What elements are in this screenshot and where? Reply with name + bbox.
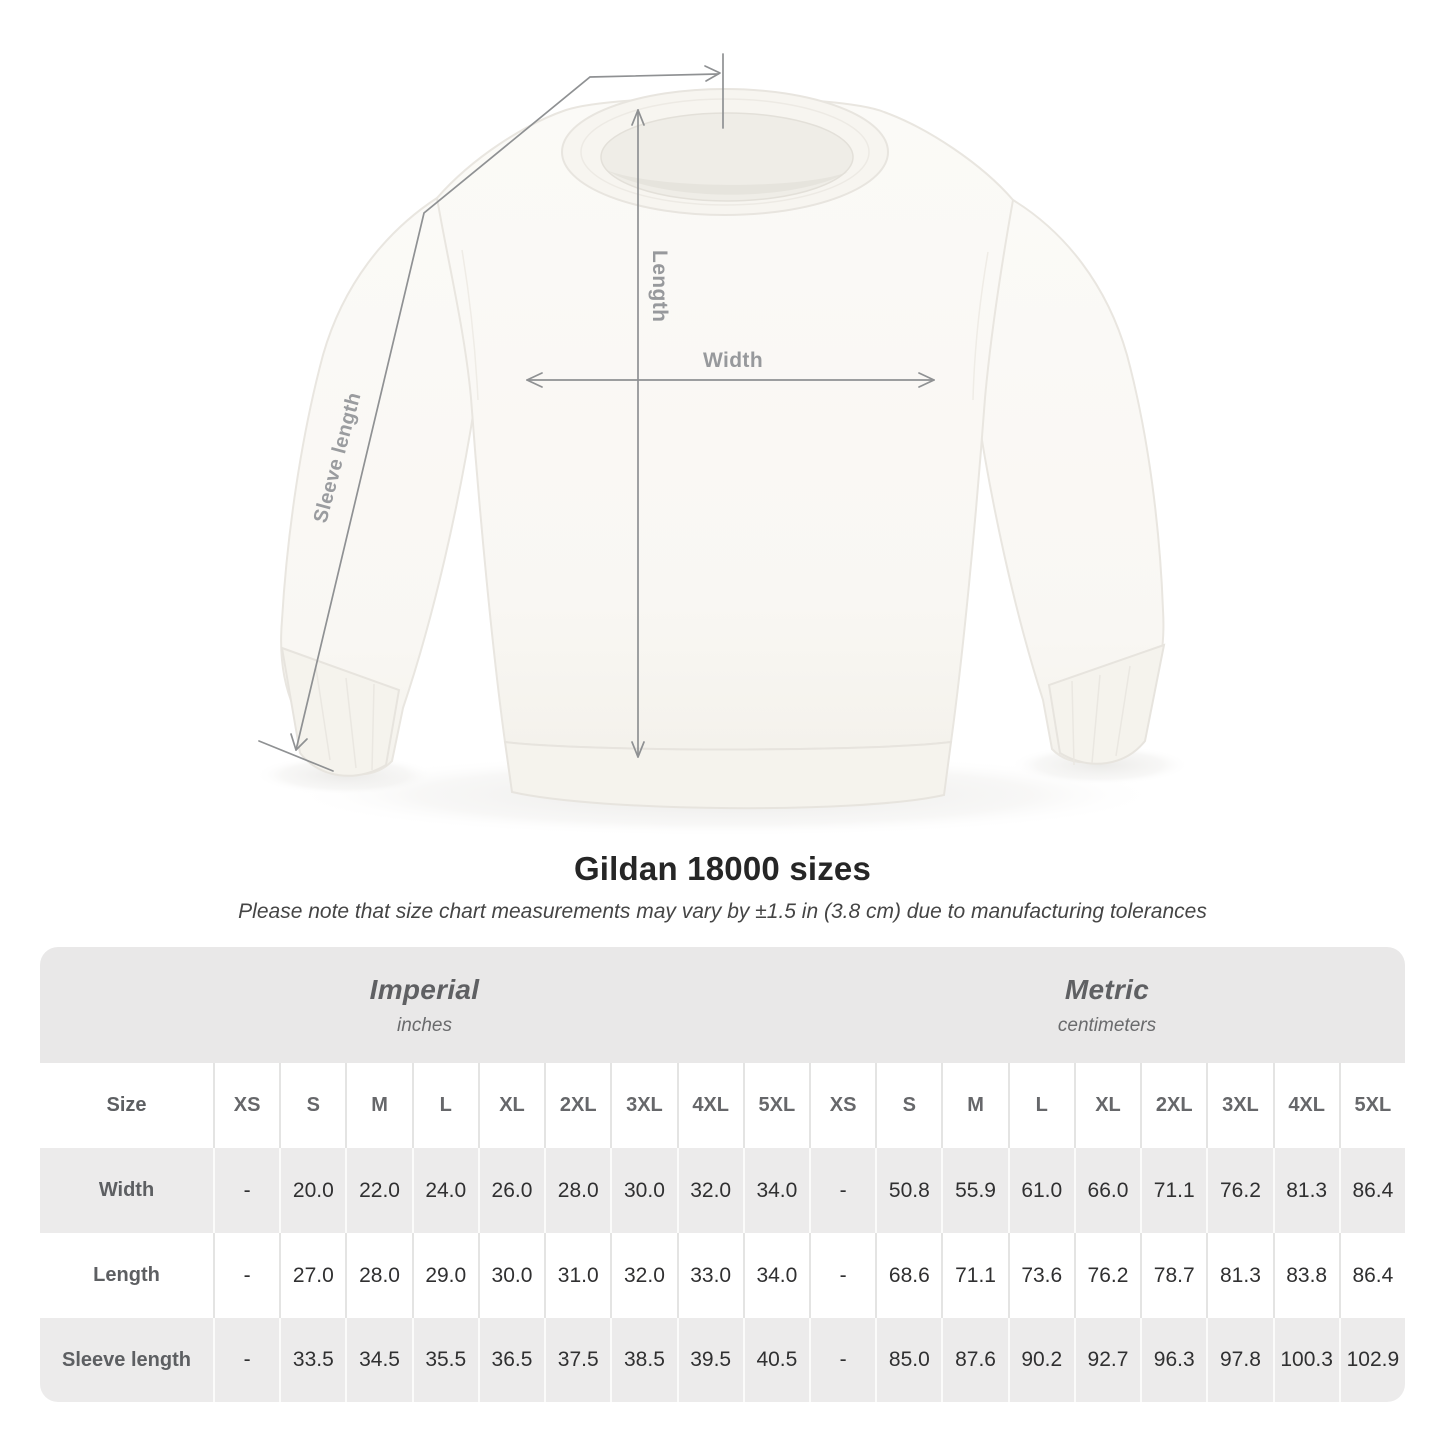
value-cell: - <box>809 1148 875 1233</box>
size-table <box>40 947 1405 1402</box>
value-cell: 34.0 <box>743 1233 809 1318</box>
value-cell: 30.0 <box>610 1148 676 1233</box>
value-cell: 71.1 <box>1140 1148 1206 1233</box>
value-cell: 28.0 <box>345 1233 411 1318</box>
value-cell: 83.8 <box>1273 1233 1339 1318</box>
value-cell: 50.8 <box>875 1148 941 1233</box>
value-cell: 24.0 <box>412 1148 478 1233</box>
corner-label: Size <box>106 1094 147 1116</box>
size-col-header: 5XL <box>743 1063 809 1148</box>
size-header-row <box>40 1063 1405 1148</box>
value-cell: - <box>809 1318 875 1402</box>
length-label: Length <box>648 250 671 323</box>
value-cell: 76.2 <box>1074 1233 1140 1318</box>
metric-label: Metric <box>1064 973 1150 1005</box>
value-cell: 30.0 <box>478 1233 544 1318</box>
size-col-header: 4XL <box>1273 1063 1339 1148</box>
value-cell: 20.0 <box>279 1148 345 1233</box>
value-cell: 36.5 <box>478 1318 544 1402</box>
value-cell: 40.5 <box>743 1318 809 1402</box>
value-cell: 29.0 <box>412 1233 478 1318</box>
value-cell: 32.0 <box>610 1233 676 1318</box>
value-cell: 39.5 <box>677 1318 743 1402</box>
value-cell: 32.0 <box>677 1148 743 1233</box>
value-cell: - <box>213 1148 279 1233</box>
size-col-header: 4XL <box>677 1063 743 1148</box>
value-cell: 66.0 <box>1074 1148 1140 1233</box>
sleeve-length-label: Sleeve length <box>309 390 366 526</box>
value-cell: 87.6 <box>941 1318 1007 1402</box>
width-label: Width <box>702 349 764 372</box>
size-col-header: 3XL <box>610 1063 676 1148</box>
value-cell: 76.2 <box>1206 1148 1272 1233</box>
size-col-header: S <box>279 1063 345 1148</box>
value-cell: 96.3 <box>1140 1318 1206 1402</box>
imperial-sublabel: inches <box>397 1014 452 1036</box>
unit-header-row <box>40 947 1405 1063</box>
value-cell: 85.0 <box>875 1318 941 1402</box>
value-cell: 31.0 <box>544 1233 610 1318</box>
size-col-header: L <box>1008 1063 1074 1148</box>
value-cell: 35.5 <box>412 1318 478 1402</box>
value-cell: 78.7 <box>1140 1233 1206 1318</box>
value-cell: 73.6 <box>1008 1233 1074 1318</box>
imperial-unit-header <box>40 947 809 1063</box>
value-cell: 90.2 <box>1008 1318 1074 1402</box>
value-cell: 55.9 <box>941 1148 1007 1233</box>
value-cell: 37.5 <box>544 1318 610 1402</box>
tolerance-note: Please note that size chart measurements may vary by ±1.5 in (3.8 cm) due to manufacturing tolerances <box>238 900 1207 923</box>
value-cell: 27.0 <box>279 1233 345 1318</box>
value-cell: 28.0 <box>544 1148 610 1233</box>
size-col-header: 3XL <box>1206 1063 1272 1148</box>
value-cell: 33.5 <box>279 1318 345 1402</box>
row-label: Width <box>98 1179 155 1201</box>
value-cell: 71.1 <box>941 1233 1007 1318</box>
value-cell: - <box>809 1233 875 1318</box>
sleeve-length-row <box>40 1318 1405 1402</box>
page-title: Gildan 18000 sizes <box>573 850 872 887</box>
value-cell: 97.8 <box>1206 1318 1272 1402</box>
size-col-header: XL <box>478 1063 544 1148</box>
value-cell: - <box>213 1318 279 1402</box>
size-col-header: 5XL <box>1339 1063 1405 1148</box>
size-col-header: XL <box>1074 1063 1140 1148</box>
value-cell: 26.0 <box>478 1148 544 1233</box>
value-cell: 61.0 <box>1008 1148 1074 1233</box>
value-cell: 33.0 <box>677 1233 743 1318</box>
size-col-header: 2XL <box>544 1063 610 1148</box>
value-cell: 92.7 <box>1074 1318 1140 1402</box>
value-cell: 68.6 <box>875 1233 941 1318</box>
value-cell: 86.4 <box>1339 1148 1405 1233</box>
size-col-header: L <box>412 1063 478 1148</box>
hem-band <box>505 742 951 808</box>
metric-unit-header <box>809 947 1405 1063</box>
value-cell: 34.5 <box>345 1318 411 1402</box>
value-cell: 34.0 <box>743 1148 809 1233</box>
row-label: Length <box>93 1264 160 1286</box>
value-cell: - <box>213 1233 279 1318</box>
size-col-header: 2XL <box>1140 1063 1206 1148</box>
width-row <box>40 1148 1405 1233</box>
value-cell: 81.3 <box>1206 1233 1272 1318</box>
value-cell: 22.0 <box>345 1148 411 1233</box>
size-col-header: S <box>875 1063 941 1148</box>
value-cell: 102.9 <box>1339 1318 1405 1402</box>
size-col-header: XS <box>809 1063 875 1148</box>
metric-sublabel: centimeters <box>1057 1014 1157 1036</box>
value-cell: 38.5 <box>610 1318 676 1402</box>
row-label: Sleeve length <box>62 1348 191 1371</box>
size-col-header: M <box>345 1063 411 1148</box>
imperial-label: Imperial <box>369 973 480 1005</box>
value-cell: 81.3 <box>1273 1148 1339 1233</box>
size-col-header: M <box>941 1063 1007 1148</box>
size-col-header: XS <box>213 1063 279 1148</box>
value-cell: 86.4 <box>1339 1233 1405 1318</box>
value-cell: 100.3 <box>1273 1318 1339 1402</box>
length-row <box>40 1233 1405 1318</box>
